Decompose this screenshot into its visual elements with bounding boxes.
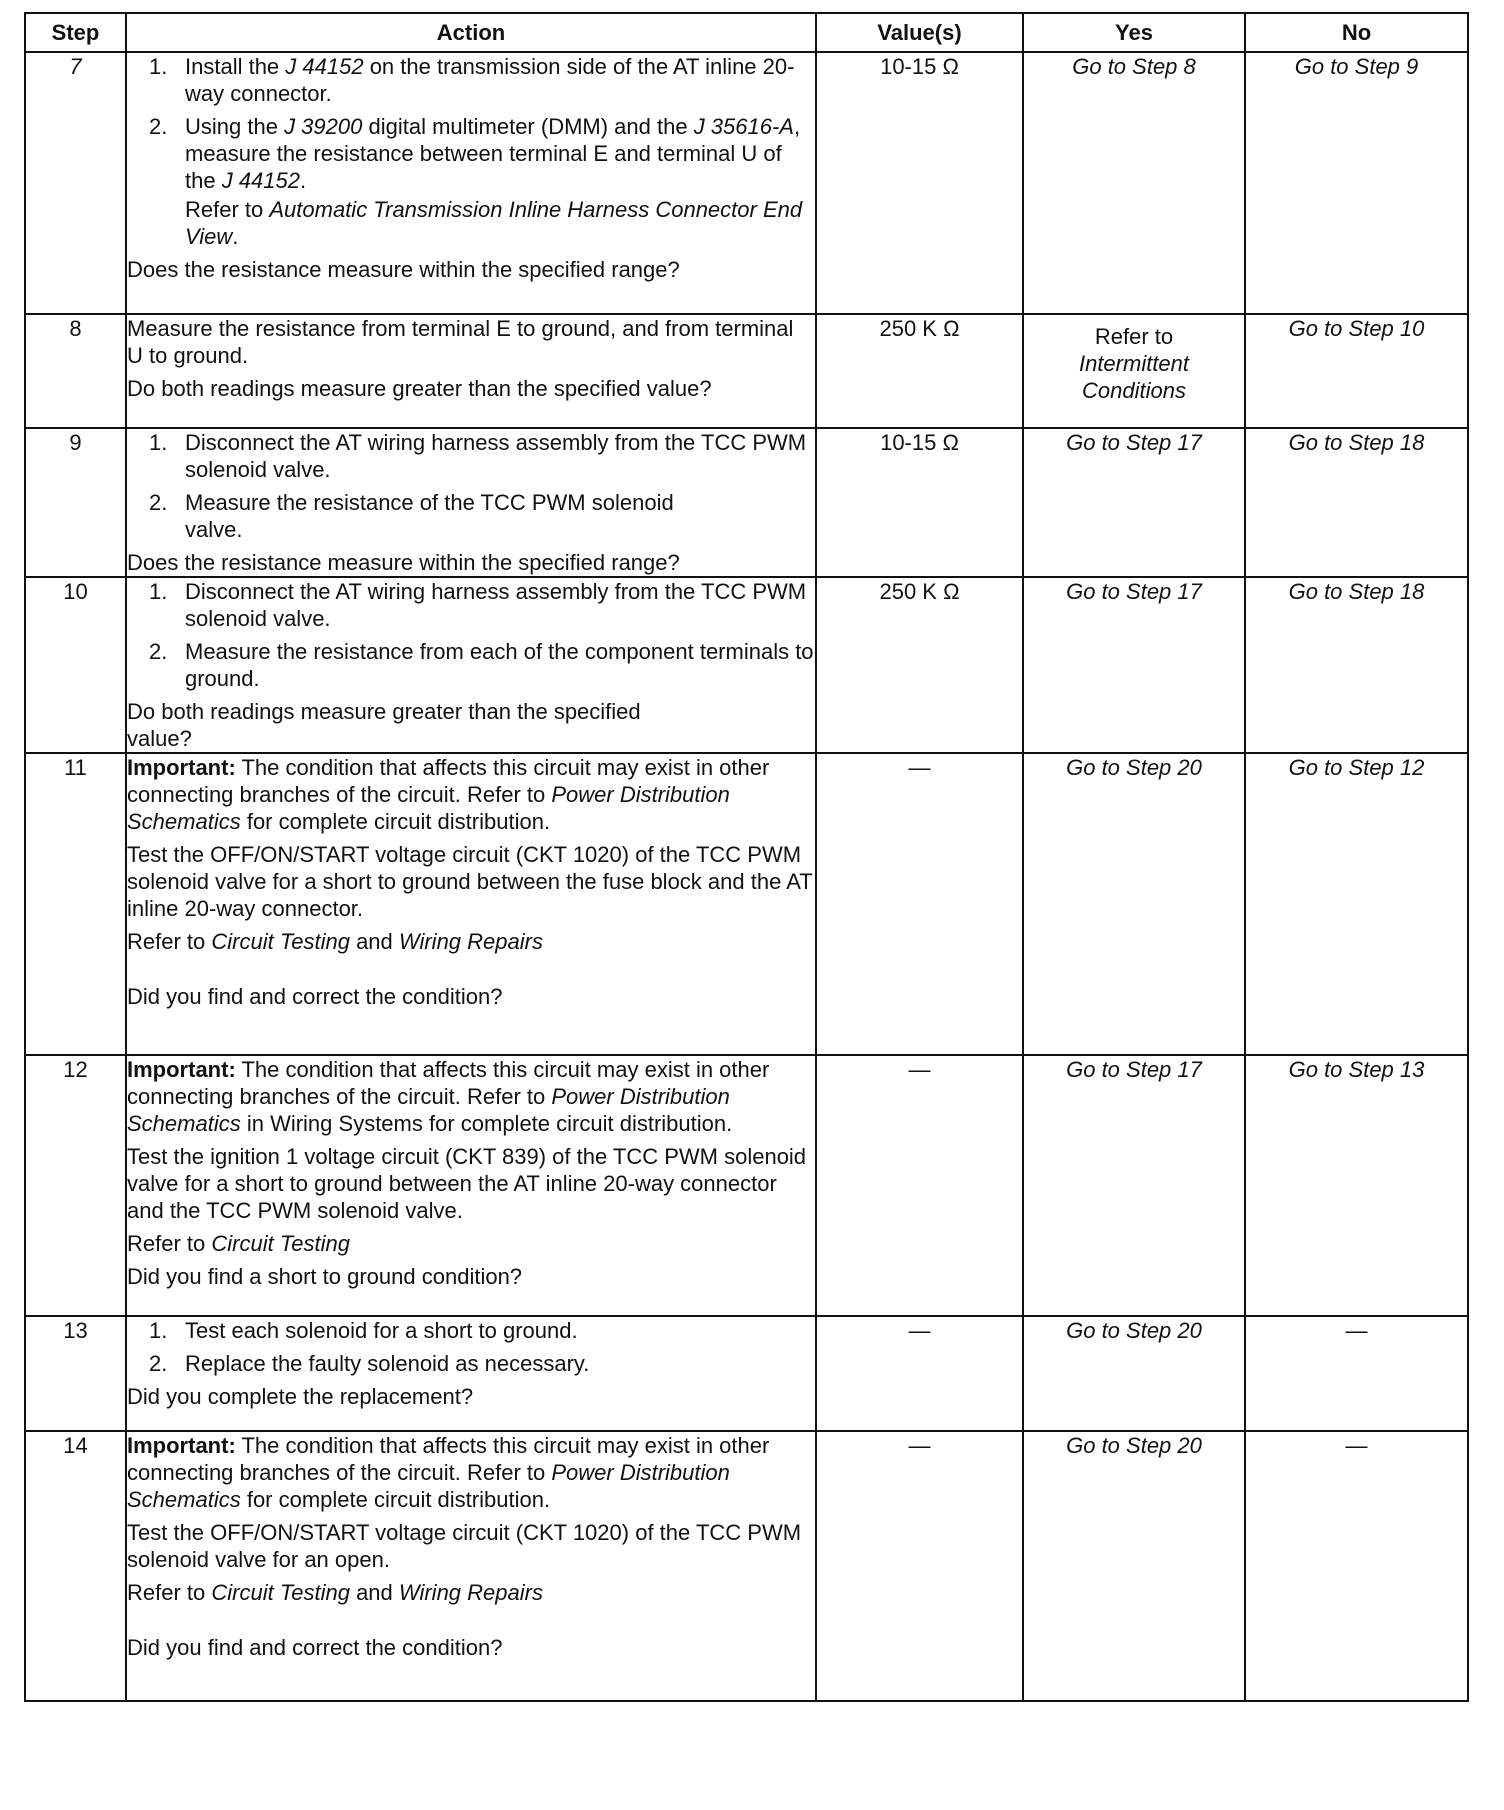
list-item: 1. Test each solenoid for a short to ground. (149, 1318, 578, 1343)
action-cell: Measure the resistance from terminal E to ground, and from terminal U to ground. Do both readings measure greater than the specified value? (126, 314, 816, 428)
test-text: Test the ignition 1 voltage circuit (CKT 839) of the TCC PWM solenoid valve for a short to ground between the AT inline 20-way connector and the TCC PWM solenoid valve. (127, 1144, 807, 1223)
yes-link[interactable]: Intermittent Conditions (1078, 351, 1190, 403)
header-step: Step (25, 13, 126, 52)
no-link[interactable]: Go to Step 18 (1288, 579, 1425, 604)
action-cell (126, 753, 816, 1055)
refer-link[interactable]: Wiring Repairs (398, 929, 543, 954)
list-item: 2. Using the J 39200 digital multimeter (DMM) and the J 35616-A, measure the resistance between terminal E and terminal U of the J 44152. (149, 114, 801, 193)
table-row (25, 1431, 1468, 1701)
no-link[interactable]: Go to Step 12 (1288, 755, 1425, 780)
refer-link[interactable]: Circuit Testing (211, 929, 350, 954)
refer-note: Refer to Circuit Testing and Wiring Repairs (127, 929, 543, 954)
refer-link[interactable]: Wiring Repairs (398, 1580, 543, 1605)
no-link[interactable]: Go to Step 18 (1288, 430, 1425, 455)
important-note: Important: The condition that affects this circuit may exist in other connecting branches of the circuit. Refer to Power Distribution Schematics for complete circuit distribution. (127, 755, 770, 834)
value-cell: — (816, 753, 1023, 1055)
list-item: 2. Replace the faulty solenoid as necessary. (149, 1351, 590, 1376)
yes-cell: Refer to Intermittent Conditions (1023, 314, 1245, 428)
action-cell (126, 52, 816, 314)
yes-cell (1023, 1431, 1245, 1701)
no-cell: — (1245, 1431, 1468, 1701)
header-action: Action (126, 13, 816, 52)
important-note: Important: The condition that affects this circuit may exist in other connecting branches of the circuit. Refer to Power Distribution Schematics for complete circuit distribution. (127, 1433, 770, 1512)
question-text: Did you find a short to ground condition? (127, 1264, 523, 1289)
table-row (25, 577, 1468, 753)
header-row (25, 13, 1468, 52)
action-cell (126, 1055, 816, 1316)
schematics-link[interactable]: Power Distribution Schematics (127, 782, 730, 834)
table-row (25, 753, 1468, 1055)
value-cell: — (816, 1055, 1023, 1316)
no-cell: — (1245, 1316, 1468, 1431)
value-cell: — (816, 1431, 1023, 1701)
step-number: 9 (25, 428, 126, 577)
yes-cell (1023, 1055, 1245, 1316)
value-cell: 250 K Ω (816, 314, 1023, 428)
yes-link[interactable]: Go to Step 17 (1066, 1057, 1202, 1082)
refer-note: Refer to Circuit Testing and Wiring Repairs (127, 1580, 543, 1605)
yes-link[interactable]: Go to Step 20 (1066, 1433, 1202, 1458)
action-cell (126, 577, 816, 753)
list-item: 2. Measure the resistance from each of the component terminals to ground. (149, 639, 814, 691)
schematics-link[interactable]: Power Distribution Schematics (127, 1460, 730, 1512)
table-row (25, 314, 1468, 428)
question-text: Does the resistance measure within the specified range? (127, 550, 680, 575)
step-number: 10 (25, 577, 126, 753)
action-cell (126, 1316, 816, 1431)
yes-cell (1023, 1316, 1245, 1431)
table-row (25, 52, 1468, 314)
yes-link[interactable]: Go to Step 20 (1066, 1318, 1202, 1343)
no-cell (1245, 52, 1468, 314)
no-link[interactable]: Go to Step 13 (1288, 1057, 1425, 1082)
yes-cell (1023, 52, 1245, 314)
question-text: Do both readings measure greater than the specified value? (127, 376, 712, 401)
no-cell (1245, 314, 1468, 428)
yes-link[interactable]: Go to Step 17 (1066, 430, 1202, 455)
yes-link[interactable]: Go to Step 20 (1066, 755, 1202, 780)
table-row (25, 1316, 1468, 1431)
no-cell (1245, 1055, 1468, 1316)
yes-cell (1023, 577, 1245, 753)
action-cell (126, 1431, 816, 1701)
step-number: 12 (25, 1055, 126, 1316)
question-text: Do both readings measure greater than the specified value? (127, 699, 641, 751)
value-cell: — (816, 1316, 1023, 1431)
list-item: 1. Install the J 44152 on the transmission side of the AT inline 20-way connector. (149, 54, 795, 106)
refer-link[interactable]: Automatic Transmission Inline Harness Connector End View (185, 197, 803, 249)
no-link[interactable]: Go to Step 10 (1288, 316, 1425, 341)
question-text: Does the resistance measure within the specified range? (127, 257, 680, 282)
no-cell (1245, 577, 1468, 753)
step-number: 14 (25, 1431, 126, 1701)
test-text: Test the OFF/ON/START voltage circuit (CKT 1020) of the TCC PWM solenoid valve for a short to ground between the fuse block and the AT inline 20-way connector. (127, 842, 813, 921)
yes-cell (1023, 753, 1245, 1055)
table-row (25, 428, 1468, 577)
diagnostic-table (24, 12, 1469, 1702)
question-text: Did you complete the replacement? (127, 1384, 474, 1409)
no-cell (1245, 428, 1468, 577)
step-number: 13 (25, 1316, 126, 1431)
refer-link[interactable]: Circuit Testing (211, 1231, 350, 1256)
value-cell: 10-15 Ω (816, 428, 1023, 577)
list-item: 1. Disconnect the AT wiring harness assembly from the TCC PWM solenoid valve. (149, 430, 807, 482)
important-note: Important: The condition that affects this circuit may exist in other connecting branches of the circuit. Refer to Power Distribution Schematics in Wiring Systems for complete circuit distribution. (127, 1057, 770, 1136)
question-text: Did you find and correct the condition? (127, 984, 503, 1009)
refer-note: Refer to Automatic Transmission Inline Harness Connector End View. (185, 197, 803, 249)
step-number: 8 (25, 314, 126, 428)
header-values: Value(s) (816, 13, 1023, 52)
list-item: 1. Disconnect the AT wiring harness assembly from the TCC PWM solenoid valve. (149, 579, 807, 631)
header-yes: Yes (1023, 13, 1245, 52)
step-number: 7 (25, 52, 126, 314)
no-link[interactable]: Go to Step 9 (1294, 54, 1419, 79)
yes-link[interactable]: Go to Step 17 (1066, 579, 1202, 604)
list-item: 2. Measure the resistance of the TCC PWM solenoid valve. (149, 490, 674, 542)
refer-note: Refer to Circuit Testing (127, 1231, 350, 1256)
header-no: No (1245, 13, 1468, 52)
value-cell: 250 K Ω (816, 577, 1023, 753)
table-row (25, 1055, 1468, 1316)
test-text: Test the OFF/ON/START voltage circuit (CKT 1020) of the TCC PWM solenoid valve for an open. (127, 1520, 802, 1572)
yes-cell (1023, 428, 1245, 577)
value-cell: 10-15 Ω (816, 52, 1023, 314)
yes-link[interactable]: Go to Step 8 (1072, 54, 1196, 79)
action-cell (126, 428, 816, 577)
refer-link[interactable]: Circuit Testing (211, 1580, 350, 1605)
question-text: Did you find and correct the condition? (127, 1635, 503, 1660)
schematics-link[interactable]: Power Distribution Schematics (127, 1084, 730, 1136)
no-cell (1245, 753, 1468, 1055)
step-number: 11 (25, 753, 126, 1055)
